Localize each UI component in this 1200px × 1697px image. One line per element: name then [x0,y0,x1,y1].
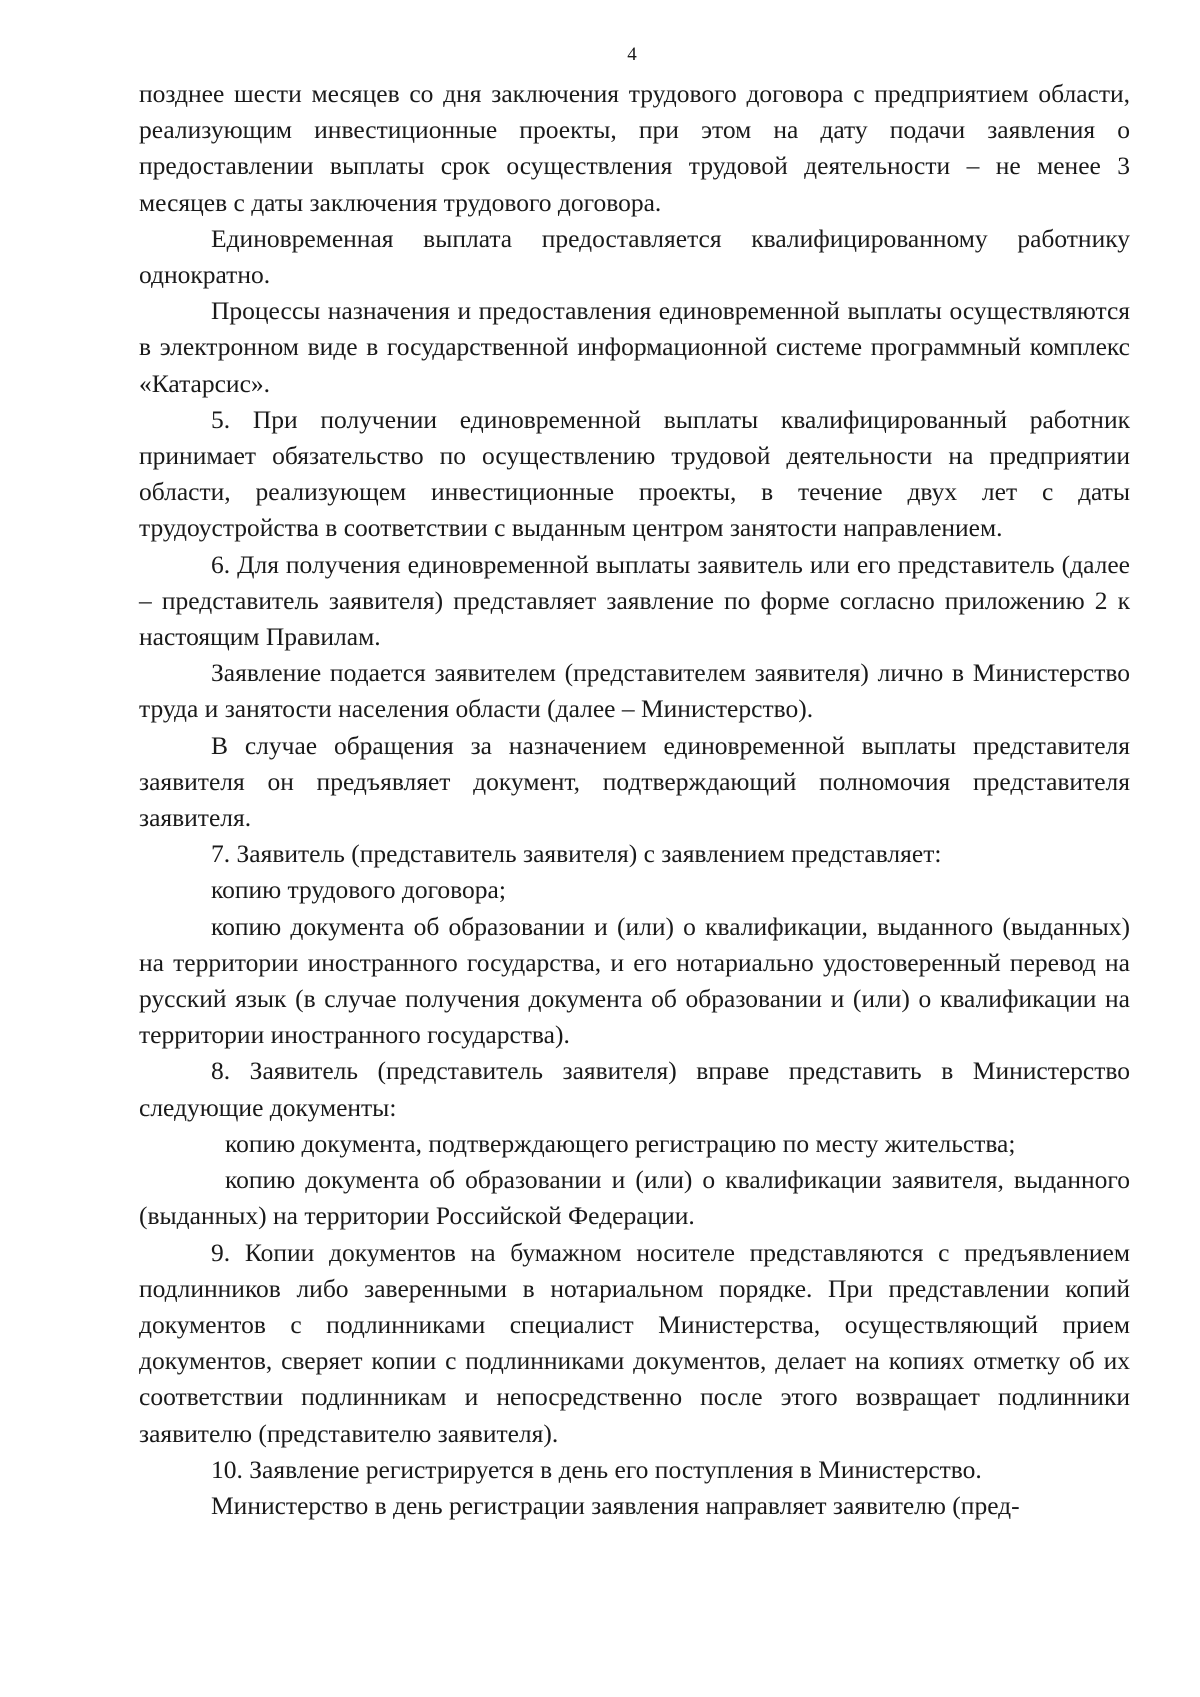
paragraph-item-7: 7. Заявитель (представитель заявителя) с заявлением представляет: [211,839,942,869]
list-item-employment-contract: копию трудового договора; [211,875,506,905]
paragraph-representative: В случае обращения за назначением единовременной выплаты представителя заявителя он предъявляет документ, подтверждающий полномочия представителя заявителя. [139,730,1130,833]
list-item-foreign-education-document: копию документа об образовании и (или) о квалификации, выданного (выданных) на территории иностранного государства, и его нотариально удостоверенный перевод на русский язык (в случае получения документа об образовании и (или) о квалификации на территории иностранного государства). [139,911,1130,1050]
paragraph-application-submission: Заявление подается заявителем (представителем заявителя) лично в Министерство труда и занятости населения области (далее – Министерство). [139,658,1130,724]
paragraph-item-10: 10. Заявление регистрируется в день его поступления в Министерство. [211,1454,982,1484]
list-item-registration-document: копию документа, подтверждающего регистрацию по месту жительства; [225,1128,1016,1158]
page-number: 4 [627,44,637,65]
paragraph-item-8: 8. Заявитель (представитель заявителя) вправе представить в Министерство следующие документы: [139,1056,1130,1122]
document-body [139,76,1130,1524]
paragraph-item-6: 6. Для получения единовременной выплаты заявитель или его представитель (далее – представитель заявителя) представляет заявление по форме согласно приложению 2 к настоящим Правилам. [139,549,1130,652]
paragraph-item-9: 9. Копии документов на бумажном носителе представляются с предъявлением подлинников либо заверенными в нотариальном порядке. При представлении копий документов с подлинниками специалист Министерства, осуществляющий прием документов, сверяет копии с подлинниками документов, делает на копиях отметку об их соответствии подлинникам и непосредственно после этого возвращает подлинники заявителю (представителю заявителя). [139,1237,1130,1448]
list-item-russian-education-document: копию документа об образовании и (или) о квалификации заявителя, выданного (выданных) на территории Российской Федерации. [139,1165,1130,1231]
paragraph-one-time-payment: Единовременная выплата предоставляется квалифицированному работнику однократно. [139,223,1130,290]
paragraph-continuation: позднее шести месяцев со дня заключения трудового договора с предприятием области, реализующим инвестиционные проекты, при этом на дату подачи заявления о предоставлении выплаты срок осуществления трудовой деятельности – не менее 3 месяцев с даты заключения трудового договора. [139,79,1130,217]
paragraph-ministry-notification: Министерство в день регистрации заявления направляет заявителю (пред- [211,1490,1020,1520]
paragraph-electronic-processing: Процессы назначения и предоставления единовременной выплаты осуществляются в электронном виде в государственной информационной системе программный комплекс «Катарсис». [139,296,1130,398]
paragraph-item-5: 5. При получении единовременной выплаты квалифицированный работник принимает обязательство по осуществлению трудовой деятельности на предприятии области, реализующем инвестиционные проекты, в течение двух лет с даты трудоустройства в соответствии с выданным центром занятости направлением. [139,404,1130,543]
